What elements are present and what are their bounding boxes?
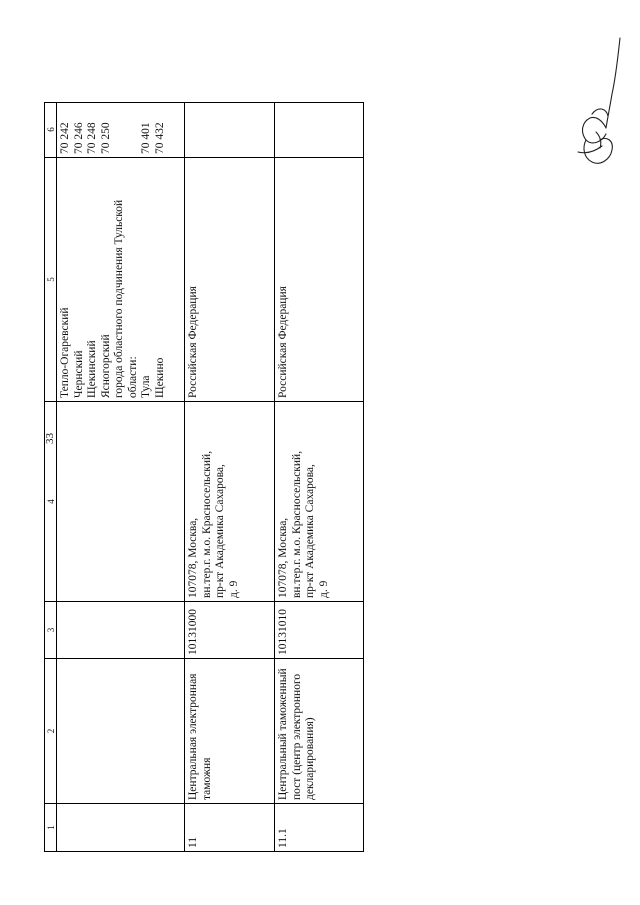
name-line: Центральный таможенный — [277, 668, 289, 800]
row-number: 11 — [184, 804, 274, 852]
oktmo-code: 70 248 — [86, 122, 98, 154]
customs-name — [184, 659, 274, 804]
address — [56, 402, 184, 602]
header-cell: 3 — [44, 602, 56, 659]
address-line: вн.тер.г. м.о. Красносельский, — [290, 450, 303, 598]
header-row — [44, 102, 56, 852]
customs-name — [56, 659, 184, 804]
customs-code: 10131010 — [274, 602, 364, 659]
page-number: 33 — [44, 433, 56, 444]
customs-code: 10131000 — [184, 602, 274, 659]
header-cell: 6 — [44, 102, 56, 158]
address — [274, 402, 364, 602]
address-line: вн.тер.г. м.о. Красносельский, — [200, 450, 213, 598]
territory-line: города областного подчинения Тульской — [113, 199, 125, 398]
oktmo-code — [127, 105, 141, 154]
customs-name — [274, 659, 364, 804]
territory-line: Ясногорский — [99, 334, 112, 398]
territory-line: области: — [126, 356, 139, 398]
header-cell: 4 — [44, 402, 56, 602]
oktmo-code — [113, 105, 127, 154]
address — [184, 402, 274, 602]
territory-line: Чернский — [72, 350, 85, 398]
name-line: таможня — [200, 757, 213, 800]
table-row — [184, 102, 274, 852]
oktmo-codes — [274, 102, 364, 158]
oktmo-code: 70 242 — [59, 122, 71, 154]
customs-table — [44, 102, 364, 852]
header-cell: 2 — [44, 659, 56, 804]
oktmo-code: 70 432 — [153, 122, 166, 154]
territory — [274, 158, 364, 402]
address-line: д. 9 — [227, 580, 240, 598]
signature — [572, 36, 630, 172]
address-line: пр-кт Академика Сахарова, — [304, 464, 316, 598]
table-row — [56, 102, 184, 852]
name-line: декларирования) — [304, 717, 316, 800]
row-number: 11.1 — [274, 804, 364, 852]
oktmo-code: 70 250 — [99, 122, 112, 154]
name-line: Центральная электронная — [187, 673, 199, 800]
name-line: пост (центр электронного — [290, 673, 303, 800]
address-line: д. 9 — [317, 580, 330, 598]
territory-line: Российская Федерация — [187, 286, 199, 398]
header-cell: 5 — [44, 158, 56, 402]
territory — [56, 158, 184, 402]
header-cell: 1 — [44, 804, 56, 852]
territory-line: Щекинский — [86, 340, 98, 398]
address-line: пр-кт Академика Сахарова, — [214, 464, 226, 598]
address-line: 107078, Москва, — [277, 517, 289, 598]
oktmo-codes — [56, 102, 184, 158]
customs-code — [56, 602, 184, 659]
oktmo-code: 70 401 — [140, 122, 152, 154]
territory-line: Щекино — [153, 357, 166, 398]
territory-line: Российская Федерация — [277, 286, 289, 398]
territory-line: Тепло-Огаревский — [59, 307, 71, 398]
territory — [184, 158, 274, 402]
oktmo-code: 70 246 — [72, 122, 85, 154]
oktmo-codes — [184, 102, 274, 158]
territory-line: Тула — [140, 375, 152, 398]
row-number — [56, 804, 184, 852]
table-row — [274, 102, 364, 852]
address-line: 107078, Москва, — [187, 517, 199, 598]
